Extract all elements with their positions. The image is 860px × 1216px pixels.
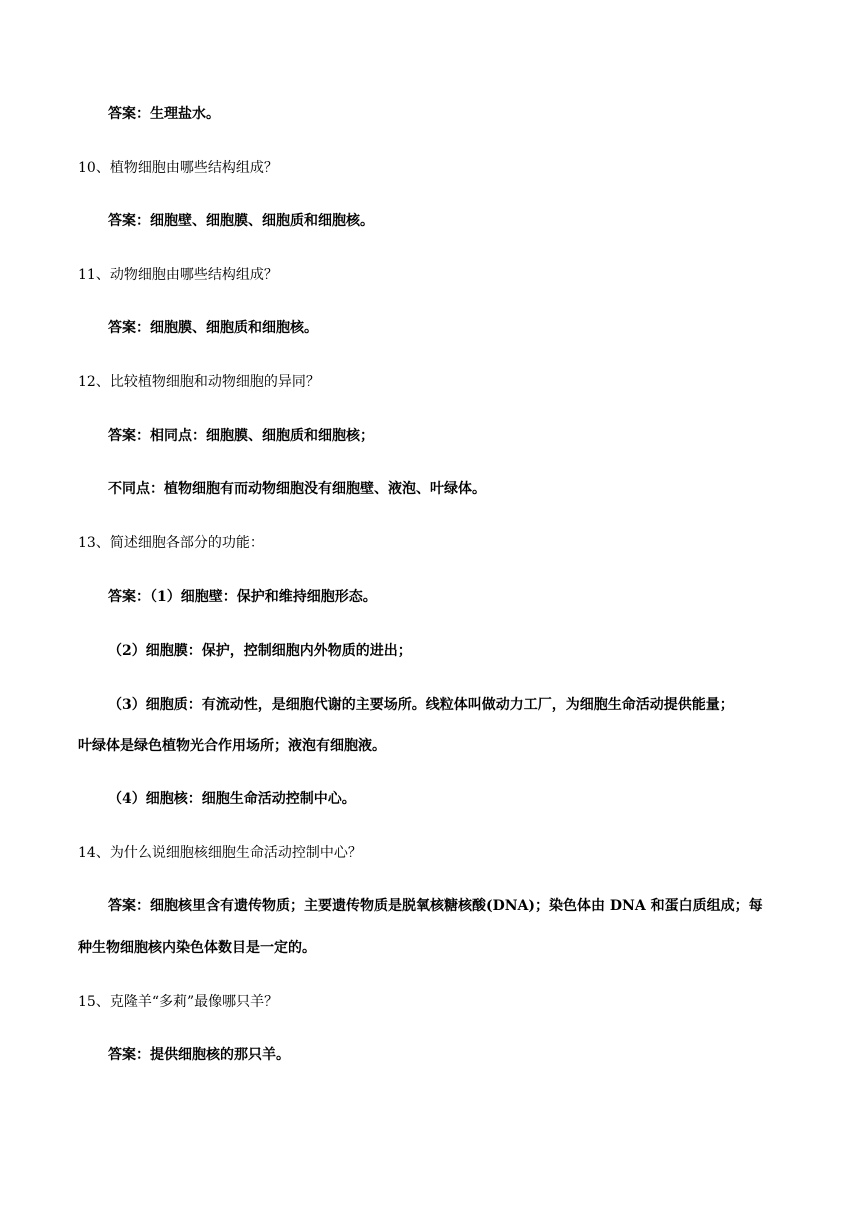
answer-14-continued: 种生物细胞核内染色体数目是一定的。 (78, 940, 316, 956)
answer-11: 答案：细胞膜、细胞质和细胞核。 (108, 320, 318, 336)
answer-12-same: 答案：相同点：细胞膜、细胞质和细胞核； (108, 428, 374, 444)
answer-13-cytoplasm-continued: 叶绿体是绿色植物光合作用场所；液泡有细胞液。 (78, 738, 386, 754)
answer-10: 答案：细胞壁、细胞膜、细胞质和细胞核。 (108, 213, 374, 229)
answer-13-cell-wall: 答案：（1）细胞壁：保护和维持细胞形态。 (108, 589, 377, 605)
answer-14: 答案：细胞核里含有遗传物质；主要遗传物质是脱氧核糖核酸(DNA)；染色体由 DNA 和蛋白质组成；每 (108, 898, 763, 914)
answer-13-cell-membrane: （2）细胞膜：保护，控制细胞内外物质的进出； (108, 643, 412, 659)
answer-15: 答案：提供细胞核的那只羊。 (108, 1047, 290, 1063)
answer-12-different: 不同点：植物细胞有而动物细胞没有细胞壁、液泡、叶绿体。 (108, 481, 486, 497)
question-10: 10、植物细胞由哪些结构组成？ (78, 160, 278, 176)
question-14: 14、为什么说细胞核细胞生命活动控制中心？ (78, 845, 362, 861)
question-12: 12、比较植物细胞和动物细胞的异同？ (78, 374, 320, 390)
answer-13-nucleus: （4）细胞核：细胞生命活动控制中心。 (108, 791, 356, 807)
question-15: 15、克隆羊“多莉”最像哪只羊？ (78, 994, 279, 1010)
answer-9: 答案：生理盐水。 (108, 106, 220, 122)
answer-13-cytoplasm: （3）细胞质：有流动性，是细胞代谢的主要场所。线粒体叫做动力工厂，为细胞生命活动提供能量； (108, 697, 734, 713)
question-13: 13、简述细胞各部分的功能： (78, 535, 264, 551)
question-11: 11、动物细胞由哪些结构组成？ (78, 267, 278, 283)
